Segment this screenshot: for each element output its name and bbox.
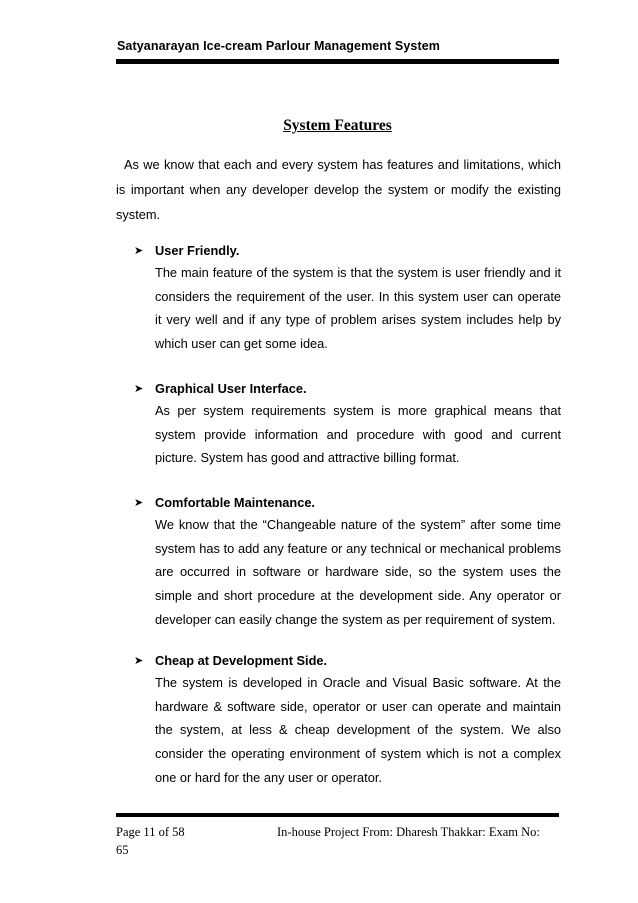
running-header: Satyanarayan Ice-cream Parlour Management System [117,39,441,53]
footer-left [116,823,256,859]
header-rule [116,59,559,64]
feature-title: Cheap at Development Side. [155,653,328,668]
feature-text: We know that the “Changeable nature of the system” after some time system has to add any feature or any technical or mechanical problems are occurred in software or hardware side, so the system uses the simple and short procedure at the development side. Any operator or developer can easily change the system as per requirement of system. [155,517,561,627]
feature-title: Graphical User Interface. [155,381,307,396]
arrow-bullet-icon: ➤ [134,244,144,257]
feature-graphical-ui [134,379,562,470]
footer-rule [116,813,559,817]
feature-title: Comfortable Maintenance. [155,495,315,510]
section-title: System Features [283,117,392,134]
feature-text: The main feature of the system is that the system is user friendly and it considers the requirement of the user. In this system user can operate it very well and if any type of problem arises system includes help by which user can get some idea. [155,265,561,352]
feature-user-friendly [134,241,562,356]
feature-text: The system is developed in Oracle and Visual Basic software. At the hardware & software side, operator or user can operate and maintain the system, at less & cheap development of the system. We also consider the operating environment of system which is not a complex one or hard for the any user or operator. [155,675,561,785]
feature-title: User Friendly. [155,243,240,258]
feature-text: As per system requirements system is more graphical means that system provide information and procedure with good and current picture. System has good and attractive billing format. [155,403,561,466]
exam-number: 65 [116,843,129,857]
feature-cheap-development [134,651,562,790]
footer-project: In-house Project From: Dharesh Thakkar: Exam No: [277,825,540,839]
page-number: Page 11 of 58 [116,825,185,839]
intro-paragraph: As we know that each and every system has features and limitations, which is important when any developer develop the system or modify the existing system. [116,157,561,222]
arrow-bullet-icon: ➤ [134,654,144,667]
arrow-bullet-icon: ➤ [134,382,144,395]
arrow-bullet-icon: ➤ [134,496,144,509]
feature-comfortable-maintenance [134,493,562,632]
